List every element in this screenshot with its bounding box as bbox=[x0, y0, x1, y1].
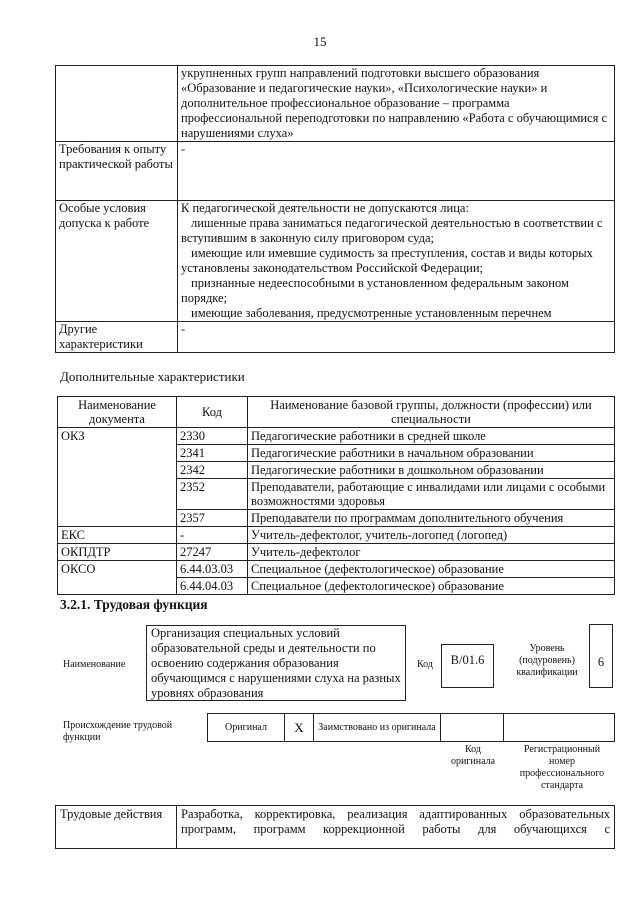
conditions-line: имеющие заболевания, предусмотренные установленным перечнем bbox=[191, 306, 552, 320]
table-row bbox=[56, 201, 615, 322]
table-row bbox=[56, 806, 615, 849]
function-code-box: B/01.6 bbox=[441, 644, 494, 688]
code-cell: 2330 bbox=[177, 428, 248, 445]
table-row bbox=[56, 66, 615, 142]
additional-characteristics-table bbox=[57, 396, 615, 595]
conditions-label: Особые условия допуска к работе bbox=[56, 201, 178, 322]
table-header-row bbox=[58, 397, 615, 428]
labor-actions-line: Разработка, корректировка, реализация адаптированных образовательных bbox=[181, 807, 610, 821]
header-name: Наименование базовой группы, должности (профессии) или специальности bbox=[248, 397, 615, 428]
experience-value: - bbox=[178, 142, 615, 201]
code-cell: 2357 bbox=[177, 510, 248, 527]
function-name-box: Организация специальных условий образовательной среды и деятельности по освоению содержания образования обучающимся с нарушениями слуха на разных уровнях образования bbox=[146, 625, 406, 701]
registration-caption: Регистрационный номер профессионального стандарта bbox=[519, 744, 605, 791]
registration-number-cell bbox=[504, 714, 615, 742]
code-cell: 6.44.04.03 bbox=[177, 578, 248, 595]
conditions-line: имеющие или имевшие судимость за преступления, состав и виды которых установлены законодательством Российской Федерации; bbox=[181, 246, 593, 275]
name-cell: Педагогические работники в дошкольном образовании bbox=[248, 462, 615, 479]
conditions-line: К педагогической деятельности не допускаются лица: bbox=[181, 201, 469, 215]
level-value-box: 6 bbox=[589, 624, 613, 688]
original-label: Оригинал bbox=[208, 714, 285, 742]
code-cell: 2352 bbox=[177, 479, 248, 510]
code-cell: 2342 bbox=[177, 462, 248, 479]
code-cell: 2341 bbox=[177, 445, 248, 462]
table-row bbox=[58, 561, 615, 578]
original-mark: X bbox=[285, 714, 314, 742]
qualification-requirements-table bbox=[55, 65, 615, 353]
original-code-caption: Код оригинала bbox=[450, 744, 496, 767]
name-cell: Преподаватели по программам дополнительного обучения bbox=[248, 510, 615, 527]
other-value: - bbox=[178, 322, 615, 353]
conditions-value bbox=[178, 201, 615, 322]
doc-cell: ОКЗ bbox=[58, 428, 177, 527]
level-label: Уровень (подуровень) квалификации bbox=[516, 643, 578, 678]
name-cell: Педагогические работники в средней школе bbox=[248, 428, 615, 445]
doc-cell: ОКСО bbox=[58, 561, 177, 595]
code-cell: 6.44.03.03 bbox=[177, 561, 248, 578]
header-document: Наименование документа bbox=[58, 397, 177, 428]
page-number: 15 bbox=[313, 34, 327, 49]
origin-label: Происхождение трудовой функции bbox=[63, 720, 173, 743]
origin-table bbox=[207, 713, 615, 742]
table-row bbox=[58, 527, 615, 544]
name-label: Наименование bbox=[63, 659, 126, 670]
table-row bbox=[58, 544, 615, 561]
section-title: 3.2.1. Трудовая функция bbox=[60, 597, 208, 612]
table-row bbox=[58, 428, 615, 445]
education-requirements-continuation: укрупненных групп направлений подготовки высшего образования «Образование и педагогические науки», «Психологические науки» и дополнительное профессиональное образование – программа профессиональной переподготовки по направлению «Работа с обучающимися с нарушениями слуха» bbox=[178, 66, 615, 142]
name-cell: Педагогические работники в начальном образовании bbox=[248, 445, 615, 462]
name-cell: Преподаватели, работающие с инвалидами или лицами с особыми возможностями здоровья bbox=[248, 479, 615, 510]
conditions-line: лишенные права заниматься педагогической деятельностью в соответствии с вступившим в законную силу приговором суда; bbox=[181, 216, 603, 245]
borrowed-label: Заимствовано из оригинала bbox=[314, 714, 441, 742]
table-row bbox=[56, 322, 615, 353]
other-label: Другие характеристики bbox=[56, 322, 178, 353]
code-cell: 27247 bbox=[177, 544, 248, 561]
additional-characteristics-heading: Дополнительные характеристики bbox=[60, 369, 245, 384]
header-code: Код bbox=[177, 397, 248, 428]
labor-actions-value bbox=[177, 806, 615, 849]
experience-label: Требования к опыту практической работы bbox=[56, 142, 178, 201]
labor-actions-table bbox=[55, 805, 615, 849]
name-cell: Учитель-дефектолог bbox=[248, 544, 615, 561]
labor-actions-label: Трудовые действия bbox=[56, 806, 177, 849]
original-code-cell bbox=[441, 714, 504, 742]
name-cell: Учитель-дефектолог, учитель-логопед (логопед) bbox=[248, 527, 615, 544]
code-cell: - bbox=[177, 527, 248, 544]
doc-cell: ОКПДТР bbox=[58, 544, 177, 561]
table-row bbox=[208, 714, 615, 742]
name-cell: Специальное (дефектологическое) образование bbox=[248, 578, 615, 595]
name-cell: Специальное (дефектологическое) образование bbox=[248, 561, 615, 578]
table-row bbox=[56, 142, 615, 201]
labor-actions-line: программ, программ коррекционной работы для обучающихся с bbox=[181, 822, 610, 836]
conditions-line: признанные недееспособными в установленном федеральным законом порядке; bbox=[181, 276, 569, 305]
code-label: Код bbox=[417, 659, 433, 670]
doc-cell: ЕКС bbox=[58, 527, 177, 544]
